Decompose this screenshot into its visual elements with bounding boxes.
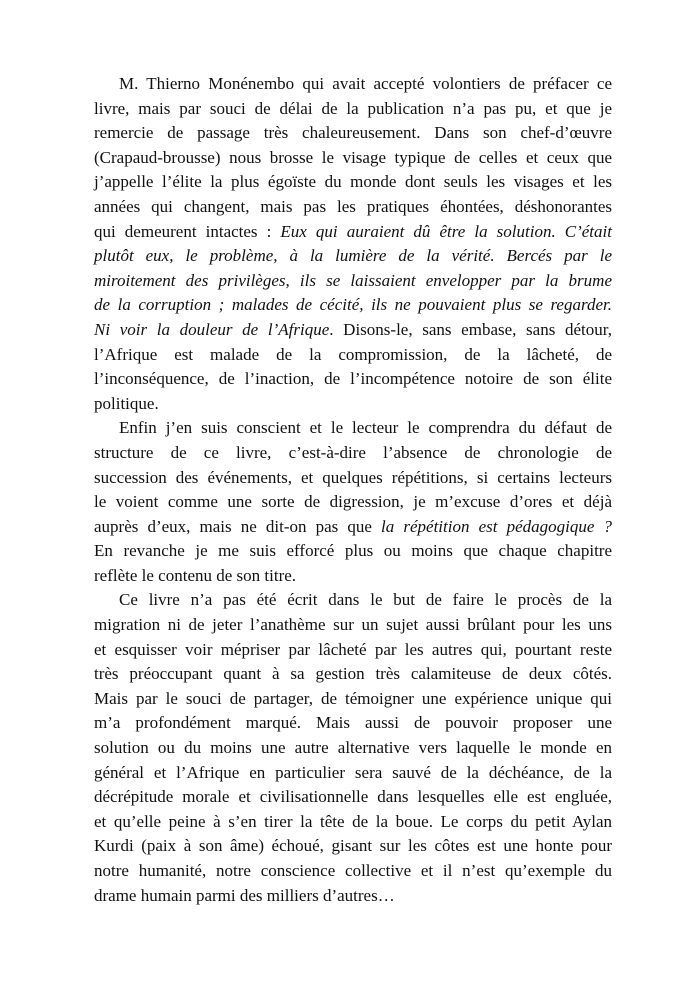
body-text: le voient comme une sorte de digression, je m’excuse d’ores et déjà	[94, 492, 612, 512]
body-text: . Disons-le, sans embase, sans détour,	[329, 319, 612, 339]
paragraph	[94, 72, 612, 416]
text-line	[94, 97, 612, 122]
paragraph	[94, 416, 612, 588]
body-text: très préoccupant quant à sa gestion très calamiteuse de deux côtés.	[94, 664, 612, 684]
body-text: m’a profondément marqué. Mais aussi de pouvoir proposer une	[94, 713, 612, 733]
text-line	[94, 859, 612, 884]
text-line	[94, 170, 612, 195]
body-text: Mais par le souci de partager, de témoigner une expérience unique qui	[94, 688, 612, 708]
text-line	[94, 220, 612, 245]
text-line	[94, 244, 612, 269]
italic-text: miroitement des privilèges, ils se laissaient envelopper par la brume	[94, 270, 612, 290]
text-line	[94, 810, 612, 835]
body-text: et esquisser voir mépriser par lâcheté par les autres qui, pourtant reste	[94, 639, 612, 659]
text-line	[94, 613, 612, 638]
text-line	[94, 539, 612, 564]
text-line	[94, 318, 612, 343]
body-text: structure de ce livre, c’est-à-dire l’absence de chronologie de	[94, 442, 612, 462]
italic-text: Eux qui auraient dû être la solution. C’était	[280, 221, 612, 241]
body-text: En revanche je me suis efforcé plus ou moins que chaque chapitre	[94, 541, 612, 561]
text-line	[94, 638, 612, 663]
text-line	[94, 121, 612, 146]
body-text: Kurdi (paix à son âme) échoué, gisant sur les côtes est une honte pour	[94, 836, 612, 856]
body-text: remercie de passage très chaleureusement. Dans son chef-d’œuvre	[94, 123, 612, 143]
body-text: solution ou du moins une autre alternative vers laquelle le monde en	[94, 738, 612, 758]
body-text: Enfin j’en suis conscient et le lecteur le comprendra du défaut de	[119, 418, 612, 438]
text-line	[94, 367, 612, 392]
text-line	[94, 416, 612, 441]
body-text: décrépitude morale et civilisationnelle dans lesquelles elle est engluée,	[94, 787, 612, 807]
text-line	[94, 834, 612, 859]
italic-text: Ni voir la douleur de l’Afrique	[94, 319, 330, 339]
paragraph	[94, 588, 612, 908]
body-text: drame humain parmi des milliers d’autres…	[94, 885, 395, 905]
body-text: migration ni de jeter l’anathème sur un sujet aussi brûlant pour les uns	[94, 615, 612, 635]
body-text: j’appelle l’élite la plus égoïste du monde dont seuls les visages et les	[94, 172, 612, 192]
text-line	[94, 884, 612, 909]
text-line	[94, 269, 612, 294]
text-line	[94, 293, 612, 318]
body-text: succession des événements, et quelques répétitions, si certains lecteurs	[94, 467, 612, 487]
body-text: général et l’Afrique en particulier sera sauvé de la déchéance, de la	[94, 762, 612, 782]
text-line	[94, 146, 612, 171]
body-text: auprès d’eux, mais ne dit-on pas que	[94, 516, 382, 536]
text-line	[94, 662, 612, 687]
body-text: l’inconséquence, de l’inaction, de l’incompétence notoire de son élite	[94, 369, 612, 389]
body-text: politique.	[94, 393, 159, 413]
text-line	[94, 72, 612, 97]
body-text: livre, mais par souci de délai de la publication n’a pas pu, et que je	[94, 98, 612, 118]
italic-text: la répétition est pédagogique ?	[381, 516, 612, 536]
body-text: M. Thierno Monénembo qui avait accepté volontiers de préfacer ce	[119, 74, 612, 93]
text-line	[94, 761, 612, 786]
body-text: l’Afrique est malade de la compromission, de la lâcheté, de	[94, 344, 612, 364]
text-line	[94, 441, 612, 466]
italic-text: de la corruption ; malades de cécité, ils ne pouvaient plus se regarder.	[94, 295, 612, 315]
text-line	[94, 785, 612, 810]
text-line	[94, 711, 612, 736]
body-text: reflète le contenu de son titre.	[94, 565, 297, 585]
italic-text: plutôt eux, le problème, à la lumière de la vérité. Bercés par le	[94, 246, 612, 266]
text-line	[94, 687, 612, 712]
text-line	[94, 466, 612, 491]
body-text: notre humanité, notre conscience collective et il n’est qu’exemple du	[94, 861, 612, 880]
text-line	[94, 515, 612, 540]
text-line	[94, 490, 612, 515]
text-line	[94, 392, 612, 417]
body-text: années qui changent, mais pas les pratiques éhontées, déshonorantes	[94, 196, 612, 216]
text-line	[94, 564, 612, 589]
body-text: (Crapaud-brousse) nous brosse le visage typique de celles et ceux que	[94, 147, 612, 167]
body-text: et qu’elle peine à s’en tirer la tête de la boue. Le corps du petit Aylan	[94, 811, 612, 831]
text-line	[94, 195, 612, 220]
body-text: qui demeurent intactes :	[94, 221, 281, 241]
text-line	[94, 588, 612, 613]
body-text: Ce livre n’a pas été écrit dans le but de faire le procès de la	[119, 590, 612, 610]
text-line	[94, 736, 612, 761]
text-line	[94, 343, 612, 368]
document-page	[94, 72, 612, 908]
